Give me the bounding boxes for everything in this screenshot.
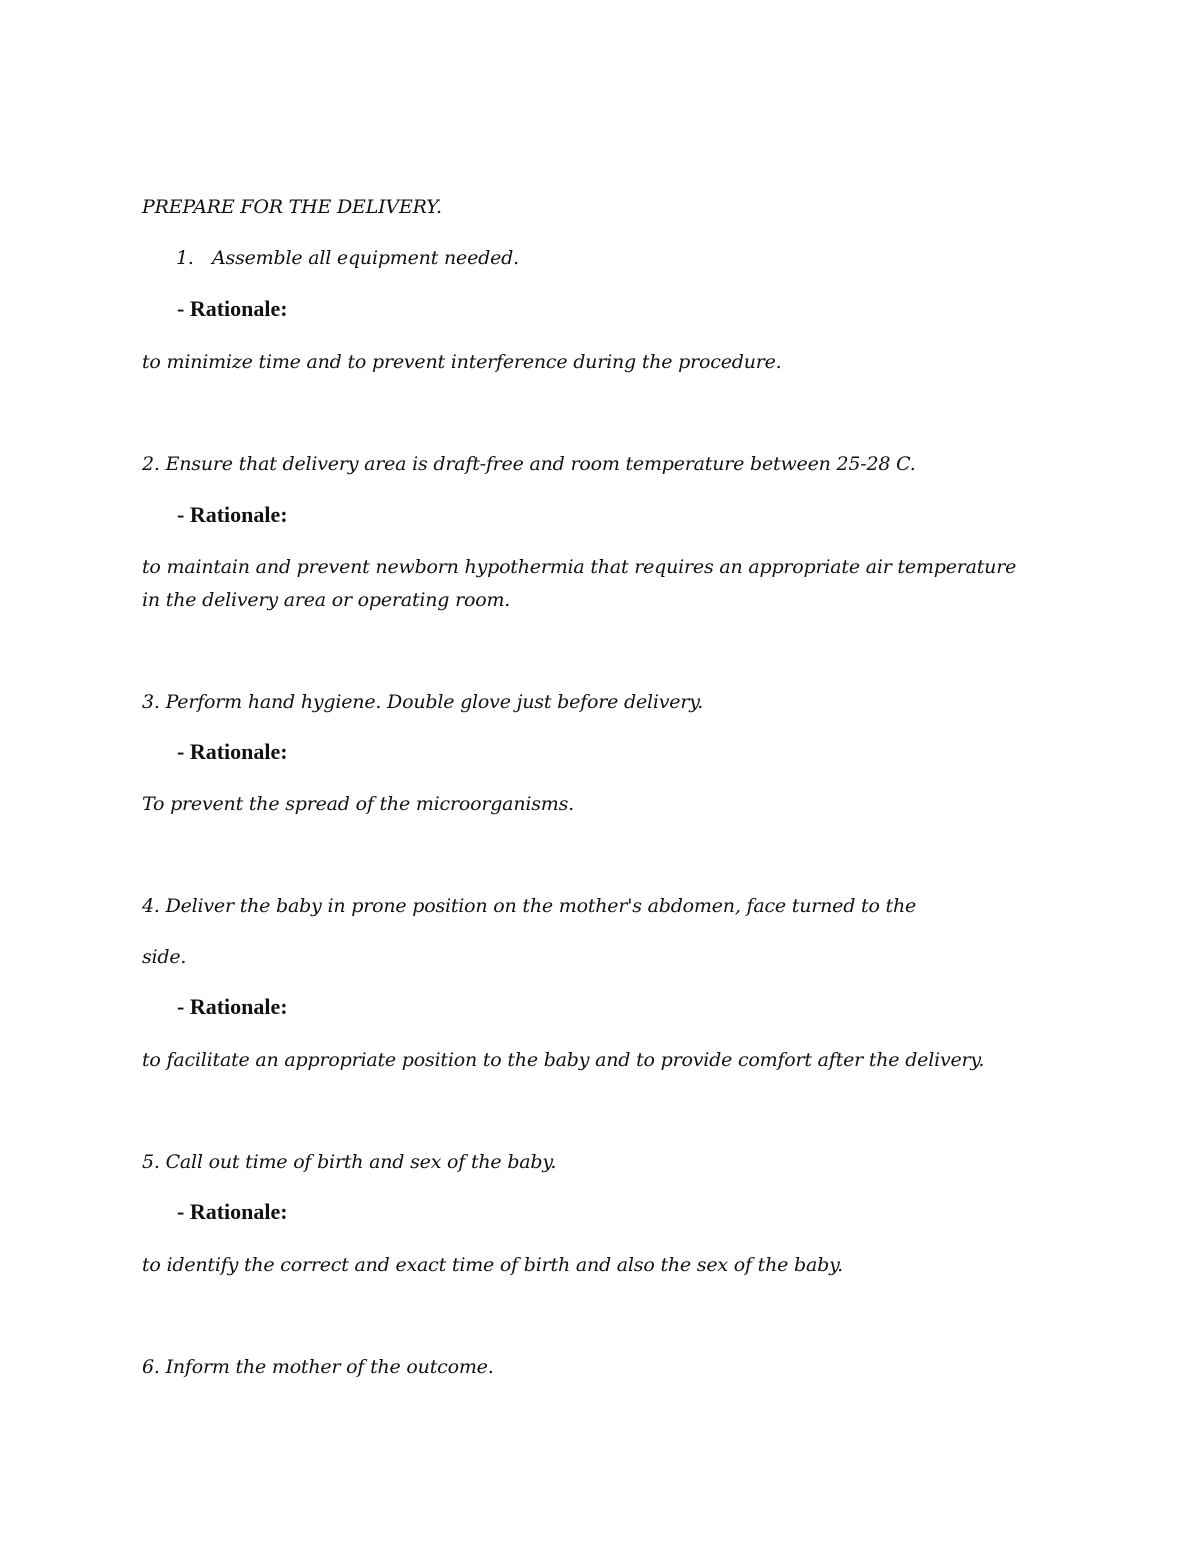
step-1-rationale-text: to minimize time and to prevent interference during the procedure. bbox=[142, 351, 782, 373]
step-3-rationale-label: - Rationale: bbox=[177, 739, 288, 764]
step-4-rationale-label: - Rationale: bbox=[177, 994, 288, 1019]
step-4-text-line-2: side. bbox=[142, 946, 187, 968]
step-5-rationale-label: - Rationale: bbox=[177, 1199, 288, 1224]
step-6-text: 6. Inform the mother of the outcome. bbox=[142, 1356, 494, 1378]
step-4-rationale-text: to facilitate an appropriate position to the baby and to provide comfort after the delivery. bbox=[142, 1049, 985, 1071]
step-1-text: Assemble all equipment needed. bbox=[212, 247, 519, 269]
step-2-text: 2. Ensure that delivery area is draft-free and room temperature between 25-28 C. bbox=[142, 453, 916, 475]
step-3-rationale-text: To prevent the spread of the microorganisms. bbox=[142, 793, 574, 815]
step-5-text: 5. Call out time of birth and sex of the baby. bbox=[142, 1151, 557, 1173]
step-5-rationale-text: to identify the correct and exact time of birth and also the sex of the baby. bbox=[142, 1254, 843, 1276]
step-2-rationale-label: - Rationale: bbox=[177, 502, 288, 527]
step-1-rationale-label: - Rationale: bbox=[177, 296, 288, 321]
step-2-rationale-line-2: in the delivery area or operating room. bbox=[142, 589, 511, 611]
step-3-text: 3. Perform hand hygiene. Double glove just before delivery. bbox=[142, 691, 704, 713]
document-heading: PREPARE FOR THE DELIVERY. bbox=[142, 196, 442, 218]
step-2-rationale-line-1: to maintain and prevent newborn hypothermia that requires an appropriate air temperature bbox=[142, 556, 1017, 578]
step-4-text-line-1: 4. Deliver the baby in prone position on the mother's abdomen, face turned to the bbox=[142, 895, 917, 917]
step-1-number: 1. bbox=[176, 247, 194, 269]
